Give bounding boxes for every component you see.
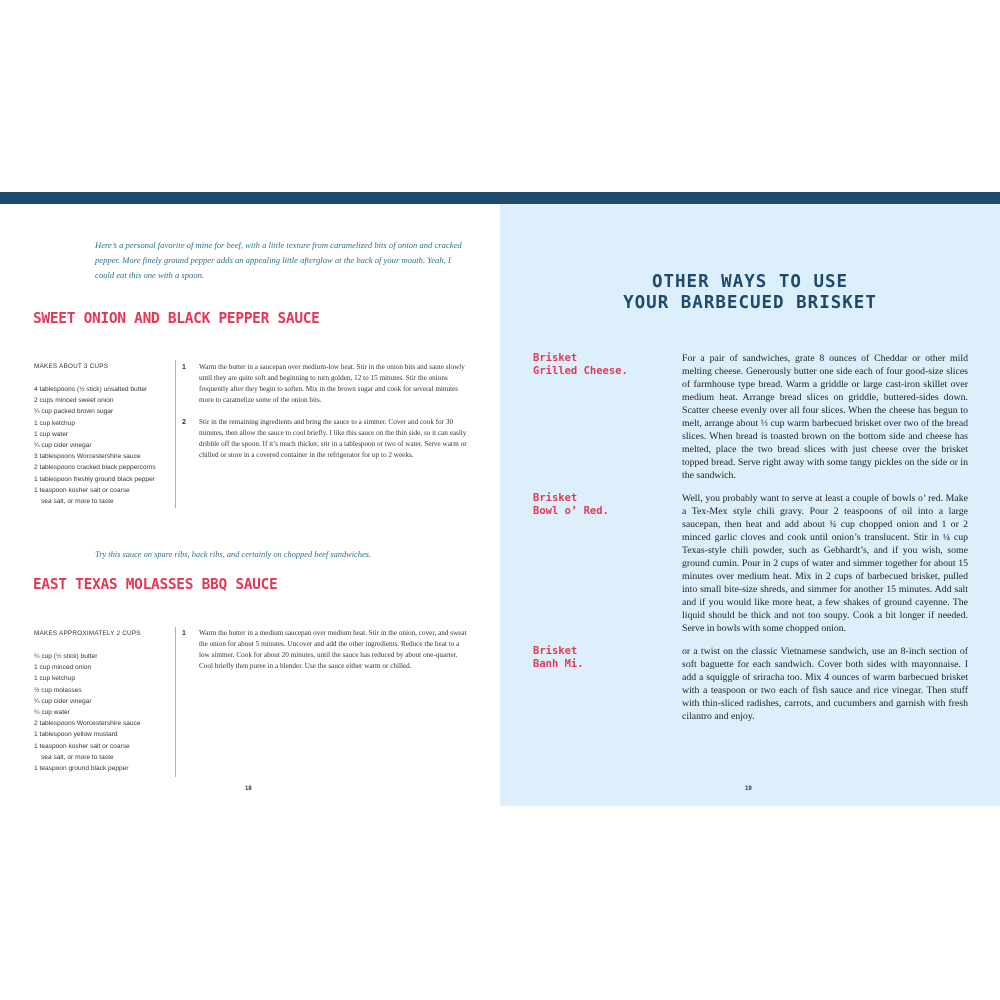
use-name-line: Banh Mi. [533, 658, 584, 670]
ingredient-list [34, 651, 174, 774]
recipe-yield: MAKES ABOUT 3 CUPS [34, 363, 109, 370]
recipe-title-molasses: EAST TEXAS MOLASSES BBQ SAUCE [33, 576, 278, 594]
ingredient-item: ¼ cup cider vinegar [34, 697, 92, 705]
page-number-left: 18 [245, 786, 252, 792]
use-name-line: Brisket [533, 645, 578, 657]
page-number-right: 19 [745, 786, 752, 792]
ingredient-item: 1 tablespoon freshly ground black pepper [34, 475, 155, 483]
recipe-title-sweet-onion: SWEET ONION AND BLACK PEPPER SAUCE [33, 310, 320, 328]
step-text: Stir in the remaining ingredients and bring the sauce to a simmer. Cover and cook for 30 minutes, then allow the sauce to cool briefly. I like this sauce on the thin side, so it can easily dribble off the spoon. If it’s much thicker, stir in a tablespoon or two of water. Serve warm or chilled or store in a covered container in the refrigerator for up to 2 weeks. [199, 418, 467, 460]
ingredient-item: sea salt, or more to taste [41, 753, 114, 761]
ingredient-item: 1 teaspoon kosher salt or coarse [34, 486, 130, 494]
use-name-banh-mi [533, 645, 673, 671]
ingredient-item: 1 teaspoon ground black pepper [34, 765, 129, 773]
use-text-bowl-o-red: Well, you probably want to serve at least a couple of bowls o’ red. Make a Tex-Mex style chili gravy. Pour 2 teaspoons of oil into a large saucepan, then heat and add about ¾ cup chopped onion and 1 or 2 minced garlic cloves and cook until onion’s translucent. Stir in ¼ cup Texas-style chili powder, such as Gebhardt’s, and if you wish, some ground cumin. Pour in 2 cups of water and simmer together for about 15 minutes over medium heat. Mix in 2 cups of barbecued brisket, pulled into small bite-size shreds, and simmer for another 15 minutes. Add salt and if you would like more heat, a few shakes of ground cayenne. The liquid should be thick and not too soupy. Cook a bit longer if needed. Serve in bowls with some chopped onion. [682, 493, 968, 634]
ingredient-item: 2 tablespoons cracked black peppercorns [34, 464, 156, 472]
step-number: 1 [182, 364, 186, 371]
section-title-line: OTHER WAYS TO USE [651, 272, 849, 292]
use-name-line: Bowl o’ Red. [533, 505, 609, 517]
step-number: 2 [182, 419, 186, 426]
section-title [540, 272, 960, 314]
ingredient-item: 1 teaspoon kosher salt or coarse [34, 742, 130, 750]
serving-note: Try this sauce on spare ribs, back ribs, and certainly on chopped beef sandwiches. [95, 550, 372, 559]
ingredient-item: 2 tablespoons Worcestershire sauce [34, 720, 141, 728]
intro-note: Here’s a personal favorite of mine for beef, with a little texture from caramelized bits of onion and cracked pepper. More finely ground pepper adds an appealing little afterglow at the back of your mouth. Yeah, I could eat this one with a spoon. [95, 240, 462, 280]
use-text-grilled-cheese: For a pair of sandwiches, grate 8 ounces of Cheddar or other mild melting cheese. Generously butter one side each of four good-size slices of farmhouse type bread. Warm a griddle or large cast-iron skillet over medium heat. Arrange bread slices on griddle, buttered-sides down. Scatter cheese evenly over all four slices. When the cheese has begun to melt, arrange about ⅓ cup warm barbecued brisket over two of the bread slices. When bread is toasted brown on the bottom side and cheese has melted, place the two bread slices with just cheese over the brisket topped bread. Serve right away with some tangy pickles on the side or in the sandwich. [682, 353, 968, 481]
section-title-line: YOUR BARBECUED BRISKET [623, 293, 877, 313]
ingredient-item: ¼ cup (½ stick) butter [34, 653, 98, 660]
ingredient-item: 3 tablespoons Worcestershire sauce [34, 453, 141, 461]
top-border-bar [0, 192, 1000, 204]
recipe-yield: MAKES APPROXIMATELY 2 CUPS [34, 630, 141, 637]
recipe-step [182, 628, 467, 672]
ingredient-item: 1 cup ketchup [34, 675, 76, 683]
use-name-grilled-cheese [533, 352, 673, 378]
ingredient-item: ½ cup molasses [34, 686, 82, 694]
recipe-step [182, 417, 467, 461]
ingredient-item: ¼ cup cider vinegar [34, 442, 92, 450]
ingredient-item: 1 cup minced onion [34, 664, 92, 672]
ingredient-item: 2 cups minced sweet onion [34, 397, 114, 405]
ingredient-item: 4 tablespoons (½ stick) unsalted butter [34, 386, 148, 393]
ingredient-item: 1 tablespoon yellow mustard [34, 731, 118, 739]
ingredient-list [34, 384, 174, 507]
use-text-banh-mi: or a twist on the classic Vietnamese sandwich, use an 8-inch section of soft baguette for each sandwich. Cover both sides with mayonnaise. I add a squiggle of sriracha too. Mix 4 ounces of warm barbecued brisket with a teaspoon or two each of fish sauce and rice vinegar. Then stuff with thin-sliced radishes, carrots, and cucumbers and garnish with fresh cilantro and enjoy. [682, 646, 968, 722]
column-divider [175, 627, 176, 777]
ingredient-item: 1 cup water [34, 430, 69, 438]
ingredient-item: 1 cup ketchup [34, 419, 76, 427]
use-name-bowl-o-red [533, 492, 673, 518]
use-name-line: Brisket [533, 352, 578, 364]
step-text: Warm the butter in a medium saucepan over medium heat. Stir in the onion, cover, and sweat the onion for about 5 minutes. Uncover and add the other ingredients. Reduce the heat to a low simmer. Cook for about 20 minutes, until the sauce has reduced by about one-quarter. Cool briefly then puree in a blender. Use the sauce either warm or chilled. [199, 629, 467, 671]
ingredient-item: ¼ cup packed brown sugar [34, 408, 114, 416]
column-divider [175, 360, 176, 508]
recipe-step [182, 362, 467, 406]
step-number: 1 [182, 630, 186, 637]
use-name-line: Brisket [533, 492, 578, 504]
use-name-line: Grilled Cheese. [533, 365, 628, 377]
step-text: Warm the butter in a saucepan over medium-low heat. Stir in the onion bits and saute slowly until they are quite soft and beginning to turn golden, 12 to 15 minutes. Stir the onions frequently after they begin to soften. Mix in the brown sugar and cook for several minutes more to caramelize some of the onion bits. [199, 363, 465, 405]
ingredient-item: ¼ cup water [34, 709, 70, 717]
ingredient-item: sea salt, or more to taste [41, 498, 114, 506]
